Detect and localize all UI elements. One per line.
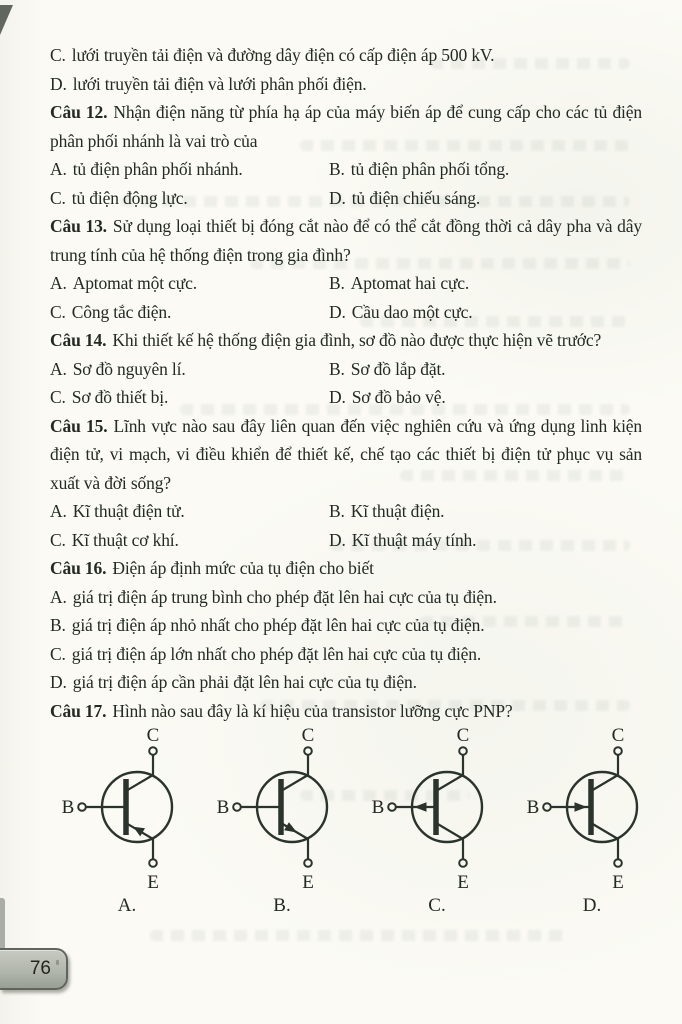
- option-text: Công tắc điện.: [71, 301, 172, 322]
- option-c: [50, 184, 329, 213]
- emitter-terminal-label: E: [302, 872, 314, 893]
- option-letter: C.: [50, 387, 66, 407]
- option-letter: C.: [50, 301, 66, 322]
- option-a: [50, 497, 329, 526]
- option-text: lưới truyền tải điện và lưới phân phối điện.: [72, 73, 367, 94]
- option-letter: A.: [50, 273, 67, 293]
- bleedthrough-artifact: [150, 930, 570, 941]
- option-text: giá trị điện áp trung bình cho phép đặt lên hai cực của tụ điện.: [72, 586, 497, 607]
- option-letter: D.: [50, 672, 67, 692]
- figure-label-b: B.: [273, 895, 291, 916]
- option-letter: A.: [50, 159, 67, 179]
- option-text: giá trị điện áp cần phải đặt lên hai cực của tụ điện.: [72, 672, 417, 692]
- option-c: [50, 383, 329, 412]
- question-number: Câu 16.: [50, 558, 107, 578]
- option-text: giá trị điện áp nhỏ nhất cho phép đặt lên hai cực của tụ điện.: [71, 615, 485, 635]
- transistor-symbol-emitter-arrow-in: [60, 727, 210, 895]
- option-text: Sơ đồ thiết bị.: [71, 387, 169, 407]
- option-text: Cầu dao một cực.: [351, 301, 473, 322]
- question-stem-text: Hình nào sau đây là kí hiệu của transistor lưỡng cực PNP?: [112, 700, 513, 721]
- question-14-stem: [50, 326, 642, 355]
- figure-label-c: C.: [428, 895, 446, 916]
- option-b: [50, 611, 642, 640]
- emitter-terminal-label: E: [457, 872, 469, 893]
- option-b: [329, 355, 642, 384]
- option-letter: D.: [329, 387, 346, 407]
- option-d: [329, 184, 642, 213]
- option-c: [50, 298, 329, 327]
- option-d: [329, 526, 642, 555]
- collector-terminal-label: C: [146, 727, 160, 746]
- emitter-terminal-label: E: [612, 872, 624, 893]
- figure-label-d: D.: [582, 895, 602, 916]
- option-text: tủ điện chiếu sáng.: [351, 187, 481, 208]
- option-text: Sơ đồ bảo vệ.: [351, 387, 446, 407]
- option-letter: B.: [50, 615, 66, 635]
- question-stem-text: Lĩnh vực nào sau đây liên quan đến việc nghiên cứu và ứng dụng linh kiện điện tử, vi mạch, vi điều khiển để thiết kế, chế tạo các thiết bị điện tử phục vụ sản xuất và đời sống?: [50, 415, 642, 493]
- option-b: [329, 269, 642, 298]
- collector-terminal-label: C: [456, 727, 470, 746]
- option-text: giá trị điện áp lớn nhất cho phép đặt lên hai cực của tụ điện.: [71, 643, 482, 664]
- option-letter: C.: [50, 643, 66, 664]
- option-c: [50, 640, 642, 669]
- option-text: tủ điện phân phối tổng.: [350, 159, 510, 179]
- option-letter: C.: [50, 529, 66, 550]
- figure-label-a: A.: [117, 895, 137, 916]
- scan-spine-artifact: [0, 898, 5, 950]
- question-number: Câu 12.: [50, 102, 108, 122]
- question-number: Câu 15.: [50, 415, 108, 436]
- base-terminal-label: B: [216, 797, 230, 818]
- question-stem-text: Sử dụng loại thiết bị đóng cắt nào để có thể cắt đồng thời cả dây pha và dây trung tính của hệ thống điện trong gia đình?: [50, 216, 642, 265]
- question-stem-text: Nhận điện năng từ phía hạ áp của máy biến áp để cung cấp cho các tủ điện phân phối nhánh là vai trò của: [50, 102, 642, 151]
- question-number: Câu 17.: [50, 700, 107, 721]
- question-stem-text: Khi thiết kế hệ thống điện gia đình, sơ đồ nào được thực hiện vẽ trước?: [112, 330, 602, 350]
- question-13-options: [50, 269, 642, 326]
- option-text: tủ điện phân phối nhánh.: [72, 159, 243, 179]
- option-b: [329, 155, 642, 184]
- question-number: Câu 13.: [50, 216, 107, 236]
- transistor-symbol-base-arrow-in: [525, 727, 675, 895]
- base-terminal-label: B: [526, 797, 540, 818]
- option-b: [329, 497, 642, 526]
- transistor-symbol-base-arrow-out: [370, 727, 520, 895]
- option-text: lưới truyền tải điện và đường dây điện có cấp điện áp 500 kV.: [71, 45, 495, 65]
- option-text: Aptomat một cực.: [72, 273, 197, 293]
- option-text: Sơ đồ nguyên lí.: [72, 358, 186, 379]
- option-letter: B.: [329, 159, 345, 179]
- question-15-stem: [50, 412, 642, 498]
- page-number: 76: [29, 958, 51, 979]
- option-a: [50, 155, 329, 184]
- option-letter: C.: [50, 187, 66, 208]
- option-text: Kĩ thuật cơ khí.: [71, 529, 179, 550]
- option-letter: D.: [329, 301, 346, 322]
- option-letter: B.: [329, 358, 345, 379]
- option-letter: A.: [50, 358, 67, 379]
- question-13-stem: [50, 212, 642, 269]
- option-letter: D.: [50, 73, 67, 94]
- carryover-option-d: [50, 70, 642, 99]
- option-letter: B.: [329, 501, 345, 521]
- emitter-terminal-label: E: [147, 872, 159, 893]
- question-15-options: [50, 497, 642, 554]
- figure-option-d: [525, 727, 675, 917]
- option-d: [50, 668, 642, 697]
- base-terminal-label: B: [61, 797, 75, 818]
- option-a: [50, 269, 329, 298]
- badge-speck-artifact: [56, 960, 59, 965]
- option-c: [50, 526, 329, 555]
- option-text: Sơ đồ lắp đặt.: [350, 358, 446, 379]
- collector-terminal-label: C: [301, 727, 315, 746]
- option-a: [50, 355, 329, 384]
- question-16-stem: [50, 554, 642, 583]
- option-letter: B.: [329, 273, 345, 293]
- exam-content: [50, 41, 642, 725]
- option-letter: A.: [50, 586, 67, 607]
- option-letter: D.: [329, 187, 346, 208]
- option-text: Aptomat hai cực.: [350, 273, 470, 293]
- page-number-badge: [0, 948, 68, 990]
- option-text: Kĩ thuật máy tính.: [351, 529, 477, 550]
- question-12-stem: [50, 98, 642, 155]
- option-text: tủ điện động lực.: [71, 187, 188, 208]
- collector-terminal-label: C: [611, 727, 625, 746]
- option-letter: C.: [50, 45, 66, 65]
- option-d: [329, 298, 642, 327]
- question-12-options: [50, 155, 642, 212]
- transistor-figure-row: [60, 727, 675, 917]
- figure-option-a: [60, 727, 210, 917]
- scan-corner-artifact: [0, 5, 13, 35]
- question-14-options: [50, 355, 642, 412]
- option-letter: A.: [50, 501, 67, 521]
- question-17-stem: [50, 697, 642, 726]
- figure-option-c: [370, 727, 520, 917]
- option-text: Kĩ thuật điện tử.: [72, 501, 185, 521]
- figure-option-b: [215, 727, 365, 917]
- carryover-option-c: [50, 41, 642, 70]
- question-stem-text: Điện áp định mức của tụ điện cho biết: [112, 558, 374, 578]
- question-number: Câu 14.: [50, 330, 107, 350]
- option-a: [50, 583, 642, 612]
- base-terminal-label: B: [371, 797, 385, 818]
- option-d: [329, 383, 642, 412]
- option-letter: D.: [329, 529, 346, 550]
- transistor-symbol-emitter-arrow-out: [215, 727, 365, 895]
- option-text: Kĩ thuật điện.: [350, 501, 445, 521]
